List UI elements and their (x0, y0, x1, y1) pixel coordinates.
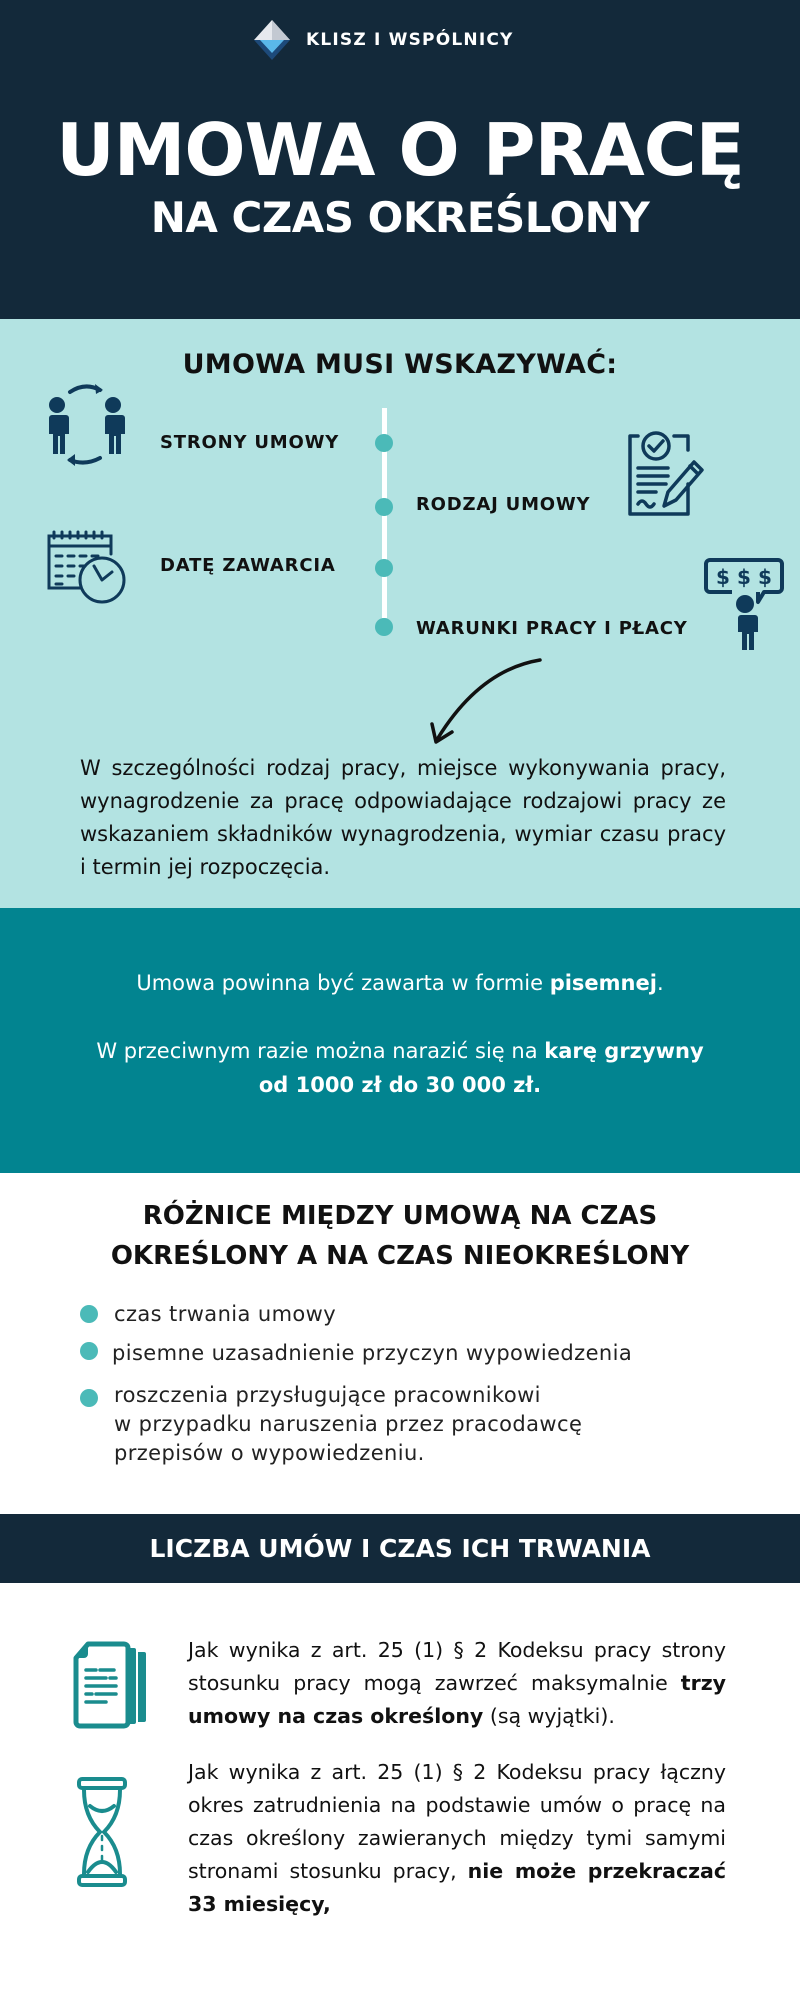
curved-arrow-icon (420, 650, 560, 750)
paragraph-text: (są wyjątki). (483, 1704, 615, 1728)
timeline-dot (375, 434, 393, 452)
heading-line: OKREŚLONY A NA CZAS NIEOKREŚLONY (110, 1241, 690, 1271)
hourglass-icon (76, 1776, 128, 1888)
notice-emphasis: pisemnej (549, 971, 657, 995)
bullet-dot (80, 1305, 98, 1323)
heading-line: RÓŻNICE MIĘDZY UMOWĄ NA CZAS (142, 1201, 658, 1231)
notice-emphasis: karę grzywny (544, 1039, 704, 1063)
difference-item (114, 1381, 582, 1468)
page-title: UMOWA O PRACĘ (56, 108, 744, 192)
duration-limit-paragraph (188, 1756, 726, 1921)
requirement-label-type: RODZAJ UMOWY (416, 494, 591, 515)
requirement-label-conditions: WARUNKI PRACY I PŁACY (416, 618, 688, 639)
brand-name: KLISZ I WSPÓLNICY (306, 30, 514, 50)
notice-penalty-amount (0, 1068, 800, 1102)
svg-text:$: $ (758, 565, 772, 589)
notice-emphasis: od 1000 zł do 30 000 zł. (258, 1073, 542, 1097)
notice-text: Umowa powinna być zawarta w formie (136, 971, 550, 995)
timeline-dot (375, 618, 393, 636)
diamond-logo-icon (250, 18, 294, 62)
calendar-clock-icon (46, 528, 136, 608)
paragraph-emphasis: nie może przekraczać 33 miesięcy, (188, 1859, 727, 1916)
timeline-dot (375, 498, 393, 516)
paragraph-emphasis: trzy umowy na czas określony (188, 1671, 726, 1728)
documents-icon (70, 1640, 156, 1730)
bullet-dot (80, 1389, 98, 1407)
difference-item (114, 1300, 336, 1328)
notice-penalty (0, 1034, 800, 1068)
differences-heading (0, 1196, 800, 1276)
paragraph-text: Jak wynika z art. 25 (1) § 2 Kodeksu pracy łączny okres zatrudnienia na podstawie umów o pracę na czas określony zawieranych między tymi samymi stronami stosunku pracy, (188, 1760, 726, 1883)
bullet-dot (80, 1342, 98, 1360)
person-salary-icon (704, 556, 786, 652)
duration-heading: LICZBA UMÓW I CZAS ICH TRWANIA (149, 1534, 651, 1563)
difference-text: roszczenia przysługujące pracownikowi (114, 1383, 541, 1407)
requirements-heading: UMOWA MUSI WSKAZYWAĆ: (182, 349, 618, 380)
brand-logo (250, 18, 514, 62)
contract-limit-paragraph (188, 1634, 726, 1733)
requirements-description: W szczególności rodzaj pracy, miejsce wykonywania pracy, wynagrodzenie za pracę odpowiadające rodzajowi pracy ze wskazaniem składników wynagrodzenia, wymiar czasu pracy i termin jej rozpoczęcia. (80, 756, 726, 879)
paragraph-text: Jak wynika z art. 25 (1) § 2 Kodeksu pracy strony stosunku pracy mogą zawrzeć maksymalnie (188, 1638, 726, 1695)
page-subtitle: NA CZAS OKREŚLONY (150, 193, 650, 242)
notice-text: . (656, 971, 664, 995)
notice-written-form (0, 966, 800, 1000)
difference-item (112, 1339, 632, 1367)
notice-text: W przeciwnym razie można narazić się na (96, 1039, 545, 1063)
svg-text:$: $ (737, 565, 751, 589)
difference-text: pisemne uzasadnienie przyczyn wypowiedzenia (112, 1341, 633, 1365)
signed-document-icon (624, 428, 708, 518)
requirement-label-date: DATĘ ZAWARCIA (160, 555, 336, 576)
svg-text:$: $ (716, 565, 730, 589)
difference-text: czas trwania umowy (114, 1302, 337, 1326)
difference-text: w przypadku naruszenia przez pracodawcę (114, 1412, 583, 1436)
people-exchange-icon (40, 378, 130, 468)
timeline-dot (375, 559, 393, 577)
difference-text: przepisów o wypowiedzeniu. (114, 1441, 425, 1465)
requirement-label-parties: STRONY UMOWY (160, 432, 340, 453)
